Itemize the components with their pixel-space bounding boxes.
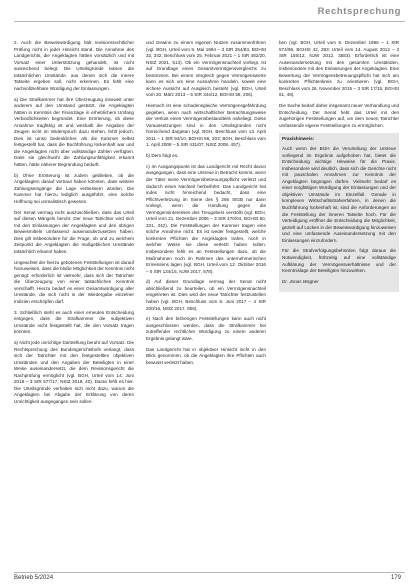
paragraph: Hiernach ist eine schadensgleiche Vermögensgefährdung gegeben, wenn nach wirtschaftlicher Betrachtungsweise der Verlust eines Vermögensbestandteils naheliegt. Diese Voraussetzungen sind in den Urteilsgründen nicht hinreichend dargetan (vgl. BGH, Beschluss vom 13. April 2011 – 1 StR 94/10, BGHSt 56, 203; BGH, Beschluss vom 1. April 2008 – 5 StR 431/07, NStZ 2008, 457). (146, 103, 266, 148)
paragraph: Die Sache bedarf daher insgesamt neuer Verhandlung und Entscheidung. Der Senat hebt das Urteil mit den zugehörigen Feststellungen auf, um dem neuen Tatrichter umfassende eigene Feststellungen zu ermöglichen. (279, 103, 399, 128)
paragraph: 3. Schließlich steht es auch einer erneuten Entscheidung entgegen, dass die Strafkammer die subjektiven Umstände nicht festgestellt hat, die den Vorsatz tragen könnten. (14, 309, 134, 335)
page-footer (0, 572, 413, 585)
issue-label: Betrieb 5/2024 (14, 575, 54, 581)
paragraph: Für die Strafverfolgungsbehörden folgt daraus die Notwendigkeit, frühzeitig auf eine vollständige Aufklärung der Vermögensverhältnisse und der Kenntnislage der Beteiligten hinzuwirken. (282, 248, 396, 274)
page-number: 179 (390, 575, 401, 581)
paragraph: a) Die Strafkammer hat ihre Überzeugung insoweit unter anderem auf den Umstand gestützt, die Angeklagten hätten in Kenntnis der Finanzlage in erheblichem Umfang Verbindlichkeiten begründet. Eine Erörterung, ob diese Annahme tragfähig ist und weshalb die Angaben der Zeugen nicht im Widerspruch dazu stehen, fehlt jedoch. Dies ist umso bedenklicher, als die Kammer selbst festgestellt hat, dass die Buchführung lückenhaft war und die Angeklagten nicht über vollständige Zahlen verfügten. Dass sie gleichwohl die Zahlungsunfähigkeit erkannt hätten, hätte näherer Begründung bedurft. (14, 96, 134, 168)
paragraph: Auch wenn der BGH die Verurteilung der Untreue vorliegend im Ergebnis aufgehoben hat, bietet die Entscheidung wichtige Hinweise für die Praxis. Insbesondere wird deutlich, dass sich die Gerichte nicht mit pauschalen Annahmen zur Kenntnis der Angeklagten begnügen dürfen. Vielmehr bedarf es einer sorgfältigen Würdigung der Einlassungen und der objektiven Umstände im Einzelfall. Gerade in komplexen Wirtschaftsstrafverfahren, in denen die Buchführung lückenhaft ist, sind die Anforderungen an die Feststellung der inneren Tatseite hoch. Für die Verteidigung eröffnet die Entscheidung die Möglichkeit, gezielt auf Lücken in der Beweiswürdigung hinzuweisen und eine umfassende Auseinandersetzung mit den Einlassungen einzufordern. (282, 146, 396, 243)
paragraph: e) Nach den bisherigen Feststellungen kann auch nicht ausgeschlossen werden, dass die Strafkammer bei zutreffender rechtlicher Würdigung zu einem anderen Ergebnis gelangt wäre. (146, 316, 266, 341)
column-middle (146, 40, 266, 370)
section-title: Rechtsprechung (317, 6, 401, 17)
paragraph: ben (vgl. BGH, Urteil vom 5. Dezember 1996 – 1 StR 574/96, BGHSt 42, 283; Urteil vom 14. August 2012 – 3 StR 155/12, NJW 2012, 3583). Erforderlich ist eine Auseinandersetzung mit den gesamten Umständen, insbesondere mit den Einlassungen der Angeklagten. Eine Bewertung der Vermögensbetreuungspflicht hat sich am konkreten Pflichtenkreis zu orientieren (vgl. BGH, Beschluss vom 26. November 2015 – 3 StR 17/15, BGHSt 61, 48). (279, 40, 399, 98)
paragraph: b) Ohne Erörterung ist zudem geblieben, ob die Angeklagten darauf vertraut haben könnten, dass weitere Zahlungseingänge die Lage verbessern würden. Die Kammer hat hierzu lediglich ausgeführt, eine solche Hoffnung sei unrealistisch gewesen. (14, 172, 134, 204)
paragraph: b) Dem folgt es. (146, 153, 179, 159)
practice-note-heading: Praxishinweis: (282, 136, 315, 142)
column-right (279, 40, 399, 296)
paragraph: Das Landgericht hat in objektiver Hinsicht nicht in den Blick genommen, ob die Angeklagten ihre Pflichten auch bewusst verletzt haben. (146, 346, 266, 365)
header-rule (14, 21, 405, 22)
author-signature: Dr. Jonas Wagner (282, 278, 319, 284)
practice-note-box (279, 133, 399, 291)
paragraph: d) Auf dieser Grundlage vermag der Senat nicht abschließend zu beurteilen, ob ein Vermögensnachteil eingetreten ist. Dies wird der neue Tatrichter festzustellen haben (vgl. BGH, Beschluss vom 8. Juni 2017 – 4 StR 200/16, NStZ 2017, 656). (146, 279, 266, 311)
footer-rule (14, 572, 405, 573)
paragraph: c) Im Ausgangspunkt ist das Landgericht mit Recht davon ausgegangen, dass eine Untreue in Betracht kommt, wenn der Täter seine Vermögensbetreuungspflicht verletzt und dadurch einen Nachteil herbeiführt. Das Landgericht hat indes nicht hinreichend bedacht, dass eine Pflichtverletzung im Sinne des § 266 StGB nur dann vorliegt, wenn die Handlung gegen die Vermögensinteressen des Treugebers verstößt (vgl. BGH, Urteil vom 21. Dezember 2005 – 3 StR 470/04, BGHSt 50, 331, 342). Die Feststellungen der Kammer tragen eine solche Annahme nicht. Es ist weder festgestellt, welche konkreten Pflichten die Angeklagten trafen, noch in welcher Weise sie diese verletzt haben sollen. Insbesondere fehlt es an Feststellungen dazu, ob die Maßnahmen noch im Rahmen des unternehmerischen Ermessens lagen (vgl. BGH, Urteil vom 12. Oktober 2016 – 5 StR 134/15, NJW 2017, 578). (146, 163, 266, 274)
column-left (14, 40, 134, 410)
paragraph: 2. Auch die Beweiswürdigung hält revisionsrechtlicher Prüfung nicht in jeder Hinsicht stand. Die Annahme des Landgerichts, die Angeklagten hätten vorsätzlich und mit Vorsatz einer Unterstützung gehandelt, ist nicht ausreichend belegt. Die Urteilsgründe lassen die tatsächlichen Umstände, aus denen sich die innere Tatseite ergeben soll, nicht erkennen. Es fehlt eine nachvollziehbare Würdigung der Einlassungen. (14, 40, 134, 91)
paragraph: Ungeachtet der hierzu gebotenen Feststellungen ist darauf hinzuweisen, dass die bloße Möglichkeit der Kenntnis nicht genügt; erforderlich ist vielmehr, dass sich der Tatrichter die Überzeugung von einer tatsächlichen Kenntnis verschafft. Hierzu bedarf es einer Gesamtwürdigung aller Umstände, die sich nicht in der Wiedergabe einzelner Indizien erschöpfen darf. (14, 259, 135, 304)
paragraph: Der Senat vermag nicht auszuschließen, dass das Urteil auf diesen Mängeln beruht. Der neue Tatrichter wird sich mit den Einlassungen der Angeklagten und den übrigen Beweismitteln umfassend auseinanderzusetzen haben. Dies gilt insbesondere für die Frage, ob und zu welchem Zeitpunkt die Angeklagten die maßgeblichen Umstände tatsächlich erkannt haben. (14, 209, 134, 254)
paragraph: und Gewinn zu einem eigenen Nutzen zusammenführen (vgl. BGH, Urteil vom 9. Mai 1984 – 3 StR 254/83, BGHSt 32, 342; Beschluss vom 25. Februar 2021 – 1 StR 482/20, NStZ 2021, 613). Ob ein Vermögensnachteil vorliegt, ist auf Grundlage eines Gesamtvermögensvergleichs zu bestimmen. Bei einem Vergleich gegen Vermögenswerte kann es sich um eine Ausnahme handeln, soweit eine sichere Aussicht auf Ausgleich besteht (vgl. BGH, Urteil vom 20. März 2013 – 5 StR 344/12, BGHSt 58, 205). (146, 40, 266, 98)
page-header (0, 0, 413, 22)
paragraph: a) Nicht jede unrichtige Darstellung beruht auf Vorsatz. Die Rechtsprechung des Bundesgerichtshofs verlangt, dass sich der Tatrichter mit den festgestellten objektiven Umständen und den Angaben der Beteiligten in einer Weise auseinandersetzt, die dem Revisionsgericht die Nachprüfung ermöglicht (vgl. BGH, Urteil vom 14. Juni 2018 – 3 StR 577/17, NStZ 2019, 40). Daran fehlt es hier. Die Urteilsgründe verhalten sich nicht dazu, warum die Angeklagten bei Abgabe der Erklärung von deren Unrichtigkeit ausgegangen sein sollen. (14, 340, 134, 405)
